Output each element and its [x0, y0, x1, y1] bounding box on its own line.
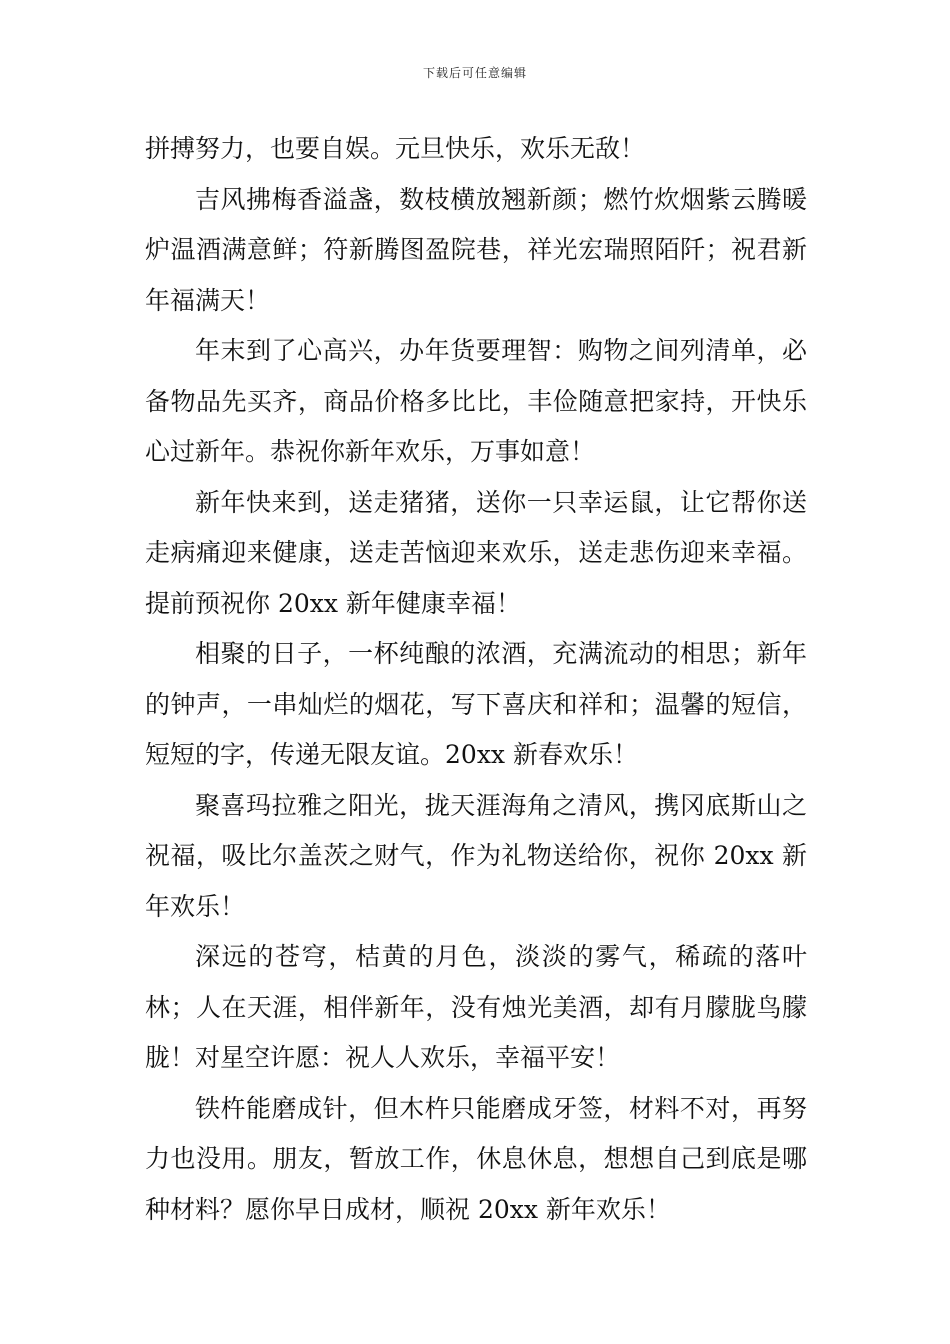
paragraph-8: 铁杵能磨成针，但木杵只能磨成牙签，材料不对，再努力也没用。朋友，暂放工作，休息休息，想想自己到底是哪种材料？愿你早日成材，顺祝 20xx 新年欢乐！	[145, 1093, 807, 1224]
document-body	[145, 124, 807, 1235]
paragraph-6: 聚喜玛拉雅之阳光，拢天涯海角之清风，携冈底斯山之祝福，吸比尔盖茨之财气，作为礼物送给你，祝你 20xx 新年欢乐！	[145, 790, 807, 921]
page-header: 下载后可任意编辑	[422, 66, 527, 80]
paragraph-7: 深远的苍穹，桔黄的月色，淡淡的雾气，稀疏的落叶林；人在天涯，相伴新年，没有烛光美酒，却有月朦胧鸟朦胧！对星空许愿：祝人人欢乐，幸福平安！	[145, 942, 807, 1072]
paragraph-2: 吉风拂梅香溢盏，数枝横放翘新颜；燃竹炊烟紫云腾暖炉温酒满意鲜；符新腾图盈院巷，祥光宏瑞照陌阡；祝君新年福满天！	[145, 184, 807, 315]
paragraph-4: 新年快来到，送走猪猪，送你一只幸运鼠，让它帮你送走病痛迎来健康，送走苦恼迎来欢乐，送走悲伤迎来幸福。提前预祝你 20xx 新年健康幸福！	[145, 487, 807, 618]
paragraph-3: 年末到了心高兴，办年货要理智：购物之间列清单，必备物品先买齐，商品价格多比比，丰俭随意把家持，开快乐心过新年。恭祝你新年欢乐，万事如意！	[145, 336, 807, 466]
paragraph-1: 拼搏努力，也要自娱。元旦快乐，欢乐无敌！	[145, 134, 646, 163]
paragraph-5: 相聚的日子，一杯纯酿的浓酒，充满流动的相思；新年的钟声，一串灿烂的烟花，写下喜庆和祥和；温馨的短信，短短的字，传递无限友谊。20xx 新春欢乐！	[145, 639, 807, 769]
